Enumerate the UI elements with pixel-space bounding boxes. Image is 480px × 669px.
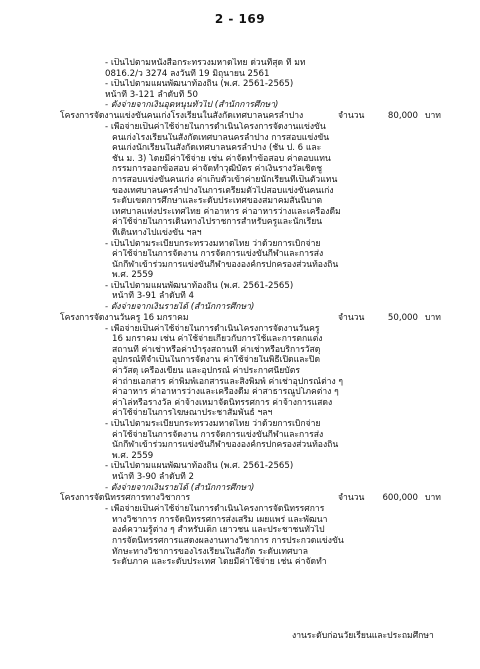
intro-line: หน้าที่ 3-121 ลำดับที่ 50	[105, 89, 198, 100]
project-line: อุปกรณ์ที่จำเป็นในการจัดงาน ค่าใช้จ่ายในพิธีเปิดและปิด	[112, 355, 321, 366]
project-line: กรรมการออกข้อสอบ ค่าจัดทำวุฒิบัตร ค่าเงินรางวัลเชิดชู	[112, 164, 323, 175]
project-line: พ.ศ. 2559	[112, 270, 154, 281]
project-line: ระดับเขตการศึกษาและระดับประเทศของสมาคมสันนิบาต	[112, 196, 323, 207]
project-line: ชั้น ม. 3) โดยมีค่าใช้จ่าย เช่น ค่าจัดทำข้อสอบ ค่าตอบแทน	[112, 153, 331, 164]
amount-unit: บาท	[425, 110, 441, 121]
amount-unit: บาท	[425, 493, 441, 504]
project-line: คนเก่งนักเรียนในสังกัดเทศบาลนครลำปาง (ชั้น ป. 6 และ	[112, 143, 322, 154]
project-line: - เป็นไปตามระเบียบกระทรวงมหาดไทย ว่าด้วยการเบิกจ่าย	[105, 419, 321, 429]
project-line: ค่าอาหาร ค่าอาหารว่างและเครื่องดื่ม ค่าสาธารณูปโภคต่าง ๆ	[112, 387, 339, 398]
project-academic-exhibition	[60, 493, 460, 568]
project-line: ค่าใช้จ่ายในการจัดงาน การจัดการแข่งขันกีฬาและการส่ง	[112, 429, 324, 440]
project-line: ค่าใช้จ่ายในการจัดงาน การจัดการแข่งขันกีฬาและการส่ง	[112, 249, 324, 260]
project-title: โครงการจัดงานวันครู 16 มกราคม	[60, 312, 189, 323]
amount-value: 600,000	[382, 493, 418, 504]
page-number: 2 - 169	[214, 12, 266, 26]
project-line: - เพื่อจ่ายเป็นค่าใช้จ่ายในการดำเนินโครงการจัดนิทรรศการ	[105, 504, 325, 515]
project-line: ค่าวัสดุ เครื่องเขียน และอุปกรณ์ ค่าประกาศนียบัตร	[112, 366, 300, 377]
document-body	[60, 58, 460, 568]
amount-value: 80,000	[387, 110, 418, 121]
project-line: เทศบาลแห่งประเทศไทย ค่าอาหาร ค่าอาหารว่างและเครื่องดื่ม	[112, 206, 341, 217]
funding-note: - ตั้งจ่ายจากเงินรายได้ (สำนักการศึกษา)	[105, 302, 255, 313]
project-line: คนเก่งโรงเรียนในสังกัดเทศบาลนครลำปาง การสอบแข่งขัน	[112, 132, 330, 143]
project-line: สถานที่ ค่าเช่าหรือค่าบำรุงสถานที่ ค่าเช่าหรือบริการวัสดุ	[112, 344, 321, 355]
project-line: พ.ศ. 2559	[112, 450, 154, 461]
project-teacher-contest	[60, 111, 460, 313]
project-line: ค่าถ่ายเอกสาร ค่าพิมพ์เอกสารและสิ่งพิมพ์ ค่าเช่าอุปกรณ์ต่าง ๆ	[112, 376, 344, 387]
project-line: การจัดนิทรรศการแสดงผลงานทางวิชาการ การประกวดแข่งขัน	[112, 535, 344, 546]
amount-value: 50,000	[387, 312, 418, 323]
project-line: ค่าใช้จ่ายในการเดินทางไปราชการสำหรับครูและนักเรียน	[112, 217, 323, 228]
amount-unit: บาท	[425, 312, 441, 323]
project-line: หน้าที่ 3-91 ลำดับที่ 4	[112, 291, 194, 302]
project-line: 16 มกราคม เช่น ค่าใช้จ่ายเกี่ยวกับการใช้และการตกแต่ง	[112, 334, 323, 345]
project-line: องค์ความรู้ต่าง ๆ สำหรับเด็ก เยาวชน และประชาชนทั่วไป	[112, 525, 325, 536]
project-line: - เป็นไปตามแผนพัฒนาท้องถิ่น (พ.ศ. 2561-2565)	[105, 280, 294, 291]
project-line: ทักษะทางวิชาการของโรงเรียนในสังกัด ระดับเทศบาล	[112, 546, 308, 557]
funding-note: - ตั้งจ่ายจากเงินรายได้ (สำนักการศึกษา)	[105, 482, 255, 493]
project-line: - เพื่อจ่ายเป็นค่าใช้จ่ายในการดำเนินโครงการจัดงานแข่งขัน	[105, 121, 326, 132]
page-footer: งานระดับก่อนวัยเรียนและประถมศึกษา	[292, 631, 434, 641]
project-title: โครงการจัดนิทรรศการทางวิชาการ	[60, 493, 191, 504]
amount-label: จำนวน	[338, 493, 365, 504]
project-line: ค่าโล่หรือรางวัล ค่าจ้างเหมาจัดนิทรรศการ ค่าจ้างการแสดง	[112, 397, 333, 408]
project-line: - เป็นไปตามแผนพัฒนาท้องถิ่น (พ.ศ. 2561-2565)	[105, 461, 294, 472]
project-line: นักกีฬาเข้าร่วมการแข่งขันกีฬาขององค์กรปกครองส่วนท้องถิ่น	[112, 440, 339, 451]
intro-line: - เป็นไปตามแผนพัฒนาท้องถิ่น (พ.ศ. 2561-2565)	[105, 79, 294, 90]
project-teachers-day	[60, 313, 460, 494]
project-title: โครงการจัดงานแข่งขันคนเก่งโรงเรียนในสังกัดเทศบาลนครลำปาง	[60, 110, 304, 121]
project-line: ของเทศบาลนครลำปางในการเตรียมตัวไปสอบแข่งขันคนเก่ง	[112, 185, 334, 196]
intro-line: 0816.2/ว 3274 ลงวันที่ 19 มิถุนายน 2561	[105, 68, 270, 79]
intro-section	[60, 58, 460, 111]
project-line: หน้าที่ 3-90 ลำดับที่ 2	[112, 471, 194, 482]
project-line: ที่เดินทางไปแข่งขัน ฯลฯ	[112, 227, 202, 238]
project-line: ทางวิชาการ การจัดนิทรรศการส่งเสริม เผยแพร่ และพัฒนา	[112, 514, 328, 525]
project-line: ค่าใช้จ่ายในการโฆษณาประชาสัมพันธ์ ฯลฯ	[112, 408, 273, 419]
funding-note: - ตั้งจ่ายจากเงินอุดหนุนทั่วไป (สำนักการศึกษา)	[105, 100, 279, 111]
project-line: ระดับภาค และระดับประเทศ โดยมีค่าใช้จ่าย เช่น ค่าจัดทำ	[112, 557, 327, 568]
project-line: - เป็นไปตามระเบียบกระทรวงมหาดไทย ว่าด้วยการเบิกจ่าย	[105, 238, 321, 249]
amount-label: จำนวน	[338, 110, 365, 121]
project-line: - เพื่อจ่ายเป็นค่าใช้จ่ายในการดำเนินโครงการจัดงานวันครู	[105, 323, 320, 334]
intro-line: - เป็นไปตามหนังสือกระทรวงมหาดไทย ด่วนที่สุด ที่ มท	[105, 58, 306, 68]
project-line: นักกีฬาเข้าร่วมการแข่งขันกีฬาขององค์กรปกครองส่วนท้องถิ่น	[112, 259, 339, 270]
amount-label: จำนวน	[338, 312, 365, 323]
project-line: การสอบแข่งขันคนเก่ง ค่าเก็บตัวเข้าค่ายนักเรียนที่เป็นตัวแทน	[112, 174, 338, 185]
